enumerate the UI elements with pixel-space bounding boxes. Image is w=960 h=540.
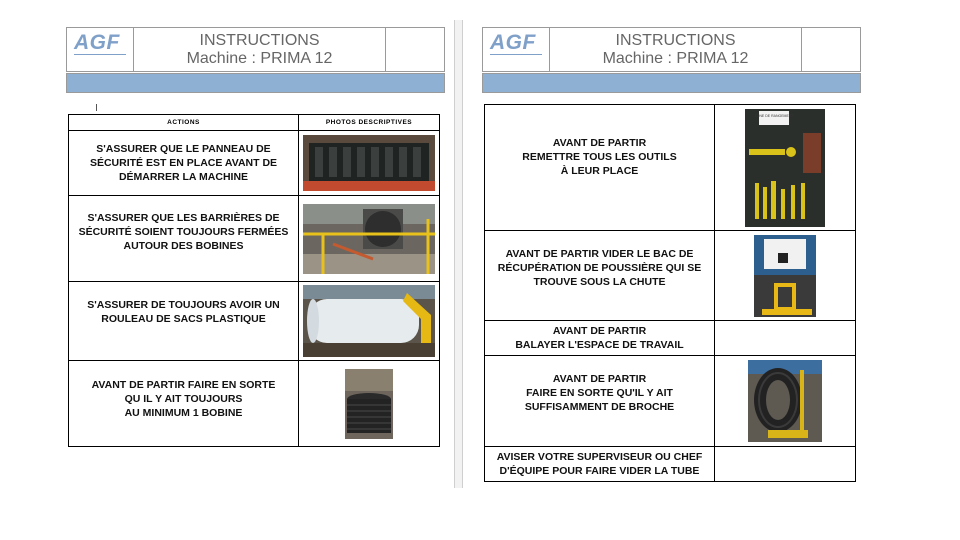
action-text: AVANT DE PARTIR VIDER LE BAC DE	[505, 248, 694, 260]
agf-logo: AGF	[74, 31, 120, 54]
wire-spool-photo	[748, 360, 822, 442]
action-cell	[485, 356, 715, 447]
photos-column-header: PHOTOS DESCRIPTIVES	[299, 115, 440, 131]
right-blank-cell	[802, 28, 860, 71]
table-row	[485, 321, 856, 356]
table-row	[485, 105, 856, 231]
table-row	[485, 231, 856, 321]
action-text: SÉCURITÉ EST EN PLACE AVANT DE	[89, 157, 278, 169]
right-accent-bar	[482, 73, 861, 93]
right-instructions-table	[484, 104, 856, 482]
action-text: AVANT DE PARTIR	[552, 325, 647, 337]
action-text: S'ASSURER QUE LE PANNEAU DE	[96, 143, 271, 155]
action-text: À LEUR PLACE	[560, 165, 639, 177]
photo-cell	[715, 321, 856, 356]
photo-cell	[299, 196, 440, 282]
photo-cell	[299, 131, 440, 196]
safety-barriers-photo	[303, 204, 435, 274]
action-cell	[485, 231, 715, 321]
table-row	[69, 131, 440, 196]
right-logo-cell	[483, 28, 550, 71]
action-text: BALAYER L'ESPACE DE TRAVAIL	[515, 339, 684, 351]
action-text: D'ÉQUIPE POUR FAIRE VIDER LA TUBE	[499, 465, 700, 477]
action-cell	[69, 282, 299, 361]
action-text: AVANT DE PARTIR FAIRE EN SORTE	[91, 379, 276, 391]
action-text: S'ASSURER DE TOUJOURS AVOIR UN	[87, 299, 280, 311]
photo-cell	[715, 231, 856, 321]
machine-title: Machine : PRIMA 12	[602, 50, 749, 67]
instructions-title: INSTRUCTIONS	[199, 32, 320, 49]
right-header	[482, 27, 861, 72]
left-header	[66, 27, 445, 72]
page-divider	[454, 20, 463, 488]
action-text: S'ASSURER QUE LES BARRIÈRES DE	[87, 212, 280, 224]
action-text: RÉCUPÉRATION DE POUSSIÈRE QUI SE	[497, 262, 702, 274]
action-text: SÉCURITÉ SOIENT TOUJOURS FERMÉES	[78, 226, 289, 238]
left-accent-bar	[66, 73, 445, 93]
action-text: REMETTRE TOUS LES OUTILS	[522, 151, 677, 163]
action-text: AUTOUR DES BOBINES	[123, 240, 244, 252]
safety-panel-photo	[303, 135, 435, 191]
right-title-cell	[550, 28, 802, 71]
dust-bin-photo	[754, 235, 816, 317]
agf-logo: AGF	[490, 31, 536, 54]
action-text: TROUVE SOUS LA CHUTE	[533, 276, 666, 288]
table-row	[485, 356, 856, 447]
photo-cell	[299, 361, 440, 447]
action-text: QU IL Y AIT TOUJOURS	[124, 393, 243, 405]
action-text: DÉMARRER LA MACHINE	[118, 171, 249, 183]
photo-cell	[715, 105, 856, 231]
action-text: AU MINIMUM 1 BOBINE	[124, 407, 243, 419]
table-row	[69, 361, 440, 447]
tool-board-caption: ZONE DE RANGEMENT	[754, 113, 794, 118]
action-text: AVISER VOTRE SUPERVISEUR OU CHEF	[496, 451, 703, 463]
action-cell	[485, 447, 715, 482]
left-blank-cell	[386, 28, 444, 71]
action-cell	[69, 196, 299, 282]
logo-underline	[74, 54, 126, 55]
coil-photo	[345, 369, 393, 439]
photo-cell	[715, 356, 856, 447]
action-cell	[485, 321, 715, 356]
action-text: SUFFISAMMENT DE BROCHE	[524, 401, 675, 413]
left-title-cell	[134, 28, 386, 71]
logo-underline	[490, 54, 542, 55]
photo-cell	[715, 447, 856, 482]
action-cell	[485, 105, 715, 231]
action-cell	[69, 361, 299, 447]
action-text: AVANT DE PARTIR	[552, 373, 647, 385]
plastic-bag-roll-photo	[303, 285, 435, 357]
table-row	[69, 282, 440, 361]
cursor-mark	[96, 104, 97, 111]
action-cell	[69, 131, 299, 196]
machine-title: Machine : PRIMA 12	[186, 50, 333, 67]
photo-cell	[299, 282, 440, 361]
action-text: AVANT DE PARTIR	[552, 137, 647, 149]
left-logo-cell	[67, 28, 134, 71]
actions-column-header: ACTIONS	[69, 115, 299, 131]
action-text: FAIRE EN SORTE QU'IL Y AIT	[526, 387, 673, 399]
tool-board-photo	[745, 109, 825, 227]
action-text: ROULEAU DE SACS PLASTIQUE	[101, 313, 266, 325]
instructions-title: INSTRUCTIONS	[615, 32, 736, 49]
table-row	[69, 196, 440, 282]
table-row	[485, 447, 856, 482]
left-instructions-table	[68, 114, 440, 447]
